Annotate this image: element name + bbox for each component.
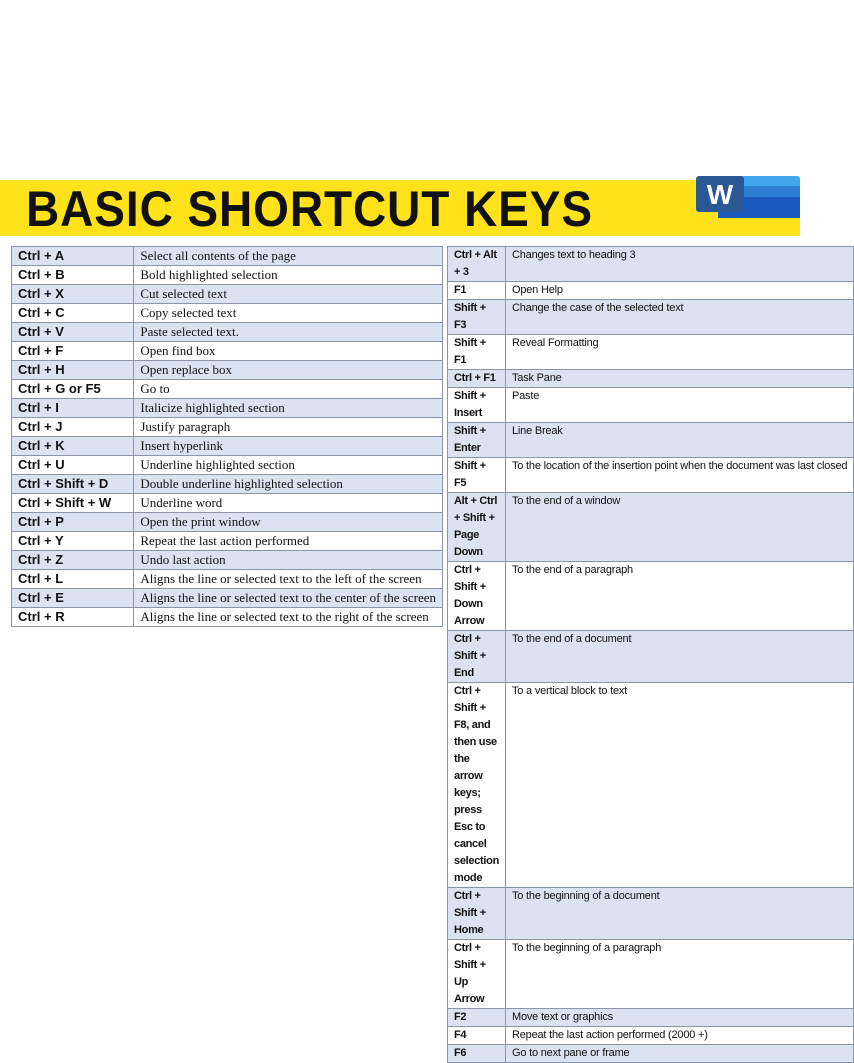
table-row (448, 493, 854, 562)
shortcut-key: Ctrl + R (12, 608, 134, 627)
word-logo-letter: W (706, 179, 734, 210)
shortcut-key: Ctrl + Y (12, 532, 134, 551)
shortcut-key: Ctrl + B (12, 266, 134, 285)
shortcut-key: F6 (448, 1045, 506, 1063)
shortcut-key: F2 (448, 1009, 506, 1027)
shortcut-description: Aligns the line or selected text to the right of the screen (134, 608, 443, 627)
shortcut-key: Ctrl + Shift + Down Arrow (448, 562, 506, 631)
table-row (12, 513, 443, 532)
shortcut-key: Ctrl + G or F5 (12, 380, 134, 399)
table-row (12, 608, 443, 627)
shortcut-description: Cut selected text (134, 285, 443, 304)
shortcut-description: Justify paragraph (134, 418, 443, 437)
shortcut-description: Change the case of the selected text (505, 300, 853, 335)
shortcut-description: Reveal Formatting (505, 335, 853, 370)
shortcut-description: To the end of a paragraph (505, 562, 853, 631)
shortcut-key: Ctrl + U (12, 456, 134, 475)
table-row (12, 247, 443, 266)
table-row (12, 532, 443, 551)
table-row (448, 631, 854, 683)
table-row (12, 589, 443, 608)
shortcut-description: Go to next pane or frame (505, 1045, 853, 1063)
table-row (12, 437, 443, 456)
shortcut-description: Task Pane (505, 370, 853, 388)
table-row (12, 494, 443, 513)
shortcut-description: Underline highlighted section (134, 456, 443, 475)
shortcut-description: Aligns the line or selected text to the left of the screen (134, 570, 443, 589)
table-row (12, 475, 443, 494)
table-row (12, 304, 443, 323)
shortcut-key: Shift + Enter (448, 423, 506, 458)
shortcut-key: Shift + Insert (448, 388, 506, 423)
table-row (12, 266, 443, 285)
shortcut-key: Ctrl + H (12, 361, 134, 380)
shortcut-key: Ctrl + C (12, 304, 134, 323)
shortcut-description: Italicize highlighted section (134, 399, 443, 418)
shortcut-key: Ctrl + P (12, 513, 134, 532)
shortcut-description: Open Help (505, 282, 853, 300)
shortcut-description: Changes text to heading 3 (505, 247, 853, 282)
table-row (448, 1045, 854, 1063)
table-row (448, 940, 854, 1009)
shortcut-key: Ctrl + Shift + W (12, 494, 134, 513)
title-banner (0, 180, 800, 236)
shortcut-key: Ctrl + Shift + D (12, 475, 134, 494)
table-row (448, 423, 854, 458)
shortcut-description: Aligns the line or selected text to the center of the screen (134, 589, 443, 608)
shortcut-description: To the end of a document (505, 631, 853, 683)
table-row (448, 888, 854, 940)
shortcut-key: Ctrl + V (12, 323, 134, 342)
shortcut-key: Ctrl + I (12, 399, 134, 418)
shortcut-description: Select all contents of the page (134, 247, 443, 266)
table-row (12, 418, 443, 437)
shortcut-description: Go to (134, 380, 443, 399)
shortcut-key: Ctrl + Shift + End (448, 631, 506, 683)
word-logo-icon (696, 176, 800, 218)
shortcut-key: F1 (448, 282, 506, 300)
table-row (448, 1009, 854, 1027)
shortcut-key: Ctrl + F (12, 342, 134, 361)
table-row (12, 380, 443, 399)
shortcut-sheet (11, 246, 848, 1059)
table-row (12, 323, 443, 342)
shortcut-description: Open find box (134, 342, 443, 361)
page-title: BASIC SHORTCUT KEYS (26, 181, 593, 237)
shortcut-description: Open replace box (134, 361, 443, 380)
table-row (448, 1027, 854, 1045)
shortcut-description: Bold highlighted selection (134, 266, 443, 285)
shortcut-key: Ctrl + K (12, 437, 134, 456)
shortcut-key: Alt + Ctrl + Shift + Page Down (448, 493, 506, 562)
shortcut-description: To the beginning of a paragraph (505, 940, 853, 1009)
shortcut-key: Ctrl + Z (12, 551, 134, 570)
shortcut-description: Line Break (505, 423, 853, 458)
table-row (448, 335, 854, 370)
table-row (448, 458, 854, 493)
shortcut-key: Shift + F1 (448, 335, 506, 370)
table-row (12, 570, 443, 589)
shortcut-description: Undo last action (134, 551, 443, 570)
shortcut-description: Repeat the last action performed (134, 532, 443, 551)
shortcut-description: Repeat the last action performed (2000 +) (505, 1027, 853, 1045)
shortcut-description: Double underline highlighted selection (134, 475, 443, 494)
table-row (448, 562, 854, 631)
shortcut-key: Ctrl + F1 (448, 370, 506, 388)
shortcut-description: To a vertical block to text (505, 683, 853, 888)
shortcut-key: Ctrl + Alt + 3 (448, 247, 506, 282)
shortcut-description: Paste selected text. (134, 323, 443, 342)
shortcut-description: To the beginning of a document (505, 888, 853, 940)
table-row (12, 456, 443, 475)
shortcut-description: To the location of the insertion point when the document was last closed (505, 458, 853, 493)
table-row (448, 282, 854, 300)
table-row (12, 342, 443, 361)
table-row (448, 300, 854, 335)
table-row (448, 370, 854, 388)
table-row (12, 285, 443, 304)
shortcut-description: Paste (505, 388, 853, 423)
shortcut-key: Ctrl + X (12, 285, 134, 304)
shortcut-description: To the end of a window (505, 493, 853, 562)
shortcut-key: Ctrl + Shift + F8, and then use the arrow keys; press Esc to cancel selection mode (448, 683, 506, 888)
shortcut-description: Open the print window (134, 513, 443, 532)
table-row (12, 361, 443, 380)
table-row (12, 551, 443, 570)
shortcut-key: Ctrl + J (12, 418, 134, 437)
shortcut-key: Shift + F3 (448, 300, 506, 335)
shortcut-description: Underline word (134, 494, 443, 513)
table-row (12, 399, 443, 418)
shortcut-description: Copy selected text (134, 304, 443, 323)
shortcut-description: Move text or graphics (505, 1009, 853, 1027)
left-shortcut-table (11, 246, 443, 627)
table-row (448, 247, 854, 282)
shortcut-description: Insert hyperlink (134, 437, 443, 456)
shortcut-key: Ctrl + A (12, 247, 134, 266)
shortcut-key: Ctrl + Shift + Up Arrow (448, 940, 506, 1009)
shortcut-key: Ctrl + L (12, 570, 134, 589)
table-row (448, 683, 854, 888)
shortcut-key: Shift + F5 (448, 458, 506, 493)
shortcut-key: F4 (448, 1027, 506, 1045)
right-shortcut-table (447, 246, 854, 1063)
shortcut-key: Ctrl + Shift + Home (448, 888, 506, 940)
shortcut-key: Ctrl + E (12, 589, 134, 608)
table-row (448, 388, 854, 423)
